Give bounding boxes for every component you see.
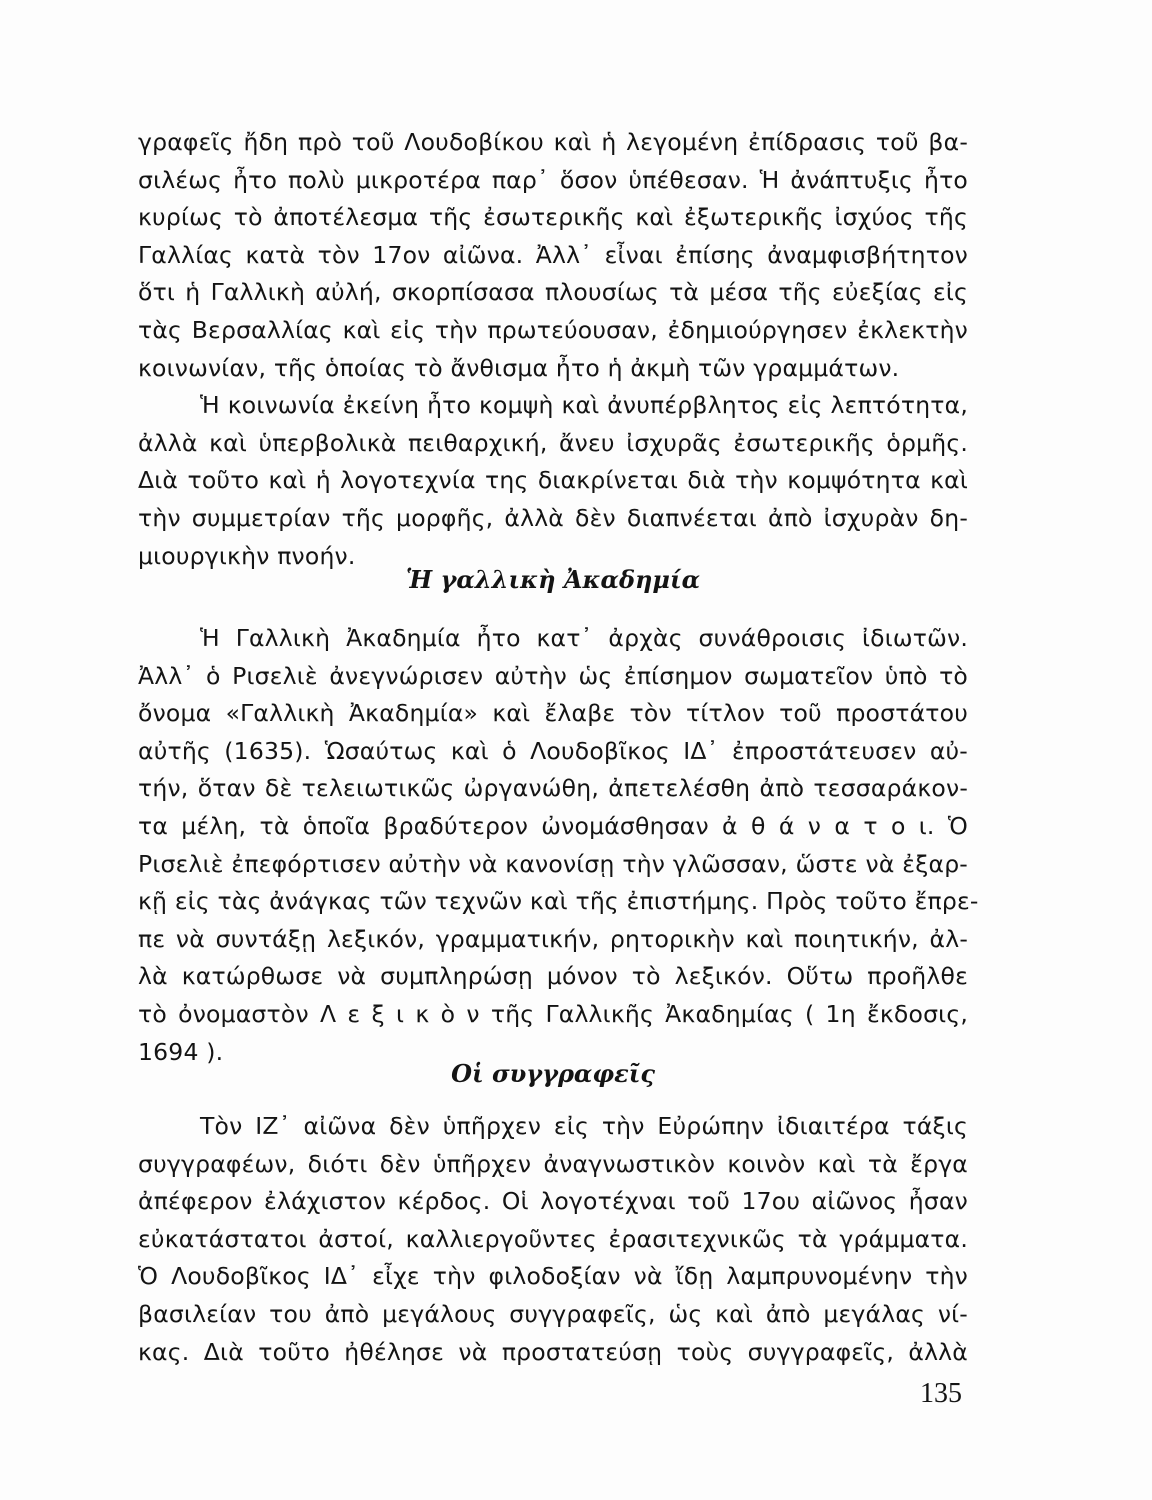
text-line: τὰς Βερσαλλίας καὶ εἰς τὴν πρωτεύουσαν, ἐδημιούργησεν ἐκλεκτὴν <box>138 315 968 344</box>
text-line: ἀπέφερον ἐλάχιστον κέρδος. Οἱ λογοτέχναι τοῦ 17ου αἰῶνος ἦσαν <box>138 1187 968 1216</box>
text-line: κυρίως τὸ ἀποτέλεσμα τῆς ἐσωτερικῆς καὶ ἐξωτερικῆς ἰσχύος τῆς <box>138 203 968 232</box>
paragraph-writers <box>138 1108 968 1371</box>
text-line: κας. Διὰ τοῦτο ἠθέλησε νὰ προστατεύσῃ τοὺς συγγραφεῖς, ἀλλὰ <box>138 1337 968 1366</box>
text-line: Διὰ τοῦτο καὶ ἡ λογοτεχνία της διακρίνεται διὰ τὴν κομψότητα καὶ <box>138 466 968 495</box>
text-line: Τὸν ΙΖ᾽ αἰῶνα δὲν ὑπῆρχεν εἰς τὴν Εὐρώπην ἰδιαιτέρα τάξις <box>200 1112 968 1140</box>
text-line: γραφεῖς ἤδη πρὸ τοῦ Λουδοβίκου καὶ ἡ λεγομένη ἐπίδρασις τοῦ βα- <box>138 128 968 156</box>
text-line: τα μέλη, τὰ ὁποῖα βραδύτερον ὠνομάσθησαν ἀ θ ά ν α τ ο ι. Ὁ <box>138 811 968 840</box>
text-line: σιλέως ἦτο πολὺ μικροτέρα παρ᾽ ὅσον ὑπέθεσαν. Ἡ ἀνάπτυξις ἦτο <box>138 165 968 194</box>
section-heading-academy: Ἡ γαλλικὴ Ἀκαδημία <box>405 565 701 594</box>
text-line: Ἀλλ᾽ ὁ Ρισελιὲ ἀνεγνώρισεν αὐτὴν ὡς ἐπίσημον σωματεῖον ὑπὸ τὸ <box>138 661 968 690</box>
text-line: Ἡ κοινωνία ἐκείνη ἦτο κομψὴ καὶ ἀνυπέρβλητος εἰς λεπτότητα, <box>200 391 968 420</box>
text-line: τὴν συμμετρίαν τῆς μορφῆς, ἀλλὰ δὲν διαπνέεται ἀπὸ ἰσχυρὰν δη- <box>138 503 968 532</box>
text-line: Γαλλίας κατὰ τὸν 17ον αἰῶνα. Ἀλλ᾽ εἶναι ἐπίσης ἀναμφισβήτητον <box>138 240 968 269</box>
text-line: ὅτι ἡ Γαλλικὴ αὐλή, σκορπίσασα πλουσίως τὰ μέσα τῆς εὐεξίας εἰς <box>138 278 968 307</box>
text-line: Ἡ Γαλλικὴ Ἀκαδημία ἦτο κατ᾽ ἀρχὰς συνάθροισις ἰδιωτῶν. <box>200 624 968 652</box>
paragraph-intro <box>138 124 968 575</box>
text-line: πε νὰ συντάξῃ λεξικόν, γραμματικήν, ρητορικὴν καὶ ποιητικήν, ἀλ- <box>138 924 968 953</box>
section-heading-writers: Οἱ συγγραφεῖς <box>451 1059 655 1088</box>
text-line: Ὁ Λουδοβῖκος ΙΔ᾽ εἶχε τὴν φιλοδοξίαν νὰ ἴδῃ λαμπρυνομένην τὴν <box>138 1262 968 1291</box>
text-line: τήν, ὅταν δὲ τελειωτικῶς ὠργανώθη, ἀπετελέσθη ἀπὸ τεσσαράκον- <box>138 774 968 803</box>
text-line: κῇ εἰς τὰς ἀνάγκας τῶν τεχνῶν καὶ τῆς ἐπιστήμης. Πρὸς τοῦτο ἔπρε- <box>138 887 979 916</box>
text-line: Ρισελιὲ ἐπεφόρτισεν αὐτὴν νὰ κανονίσῃ τὴν γλῶσσαν, ὥστε νὰ ἐξαρ- <box>138 849 968 878</box>
text-line: λὰ κατώρθωσε νὰ συμπληρώσῃ μόνον τὸ λεξικόν. Οὕτω προῆλθε <box>138 962 968 991</box>
text-line: βασιλείαν του ἀπὸ μεγάλους συγγραφεῖς, ὡς καὶ ἀπὸ μεγάλας νί- <box>138 1299 968 1328</box>
text-line: ἀλλὰ καὶ ὑπερβολικὰ πειθαρχική, ἄνευ ἰσχυρᾶς ἐσωτερικῆς ὁρμῆς. <box>138 428 968 457</box>
text-line: αὐτῆς (1635). Ὡσαύτως καὶ ὁ Λουδοβῖκος ΙΔ᾽ ἐπροστάτευσεν αὐ- <box>138 736 968 765</box>
text-line: συγγραφέων, διότι δὲν ὑπῆρχεν ἀναγνωστικὸν κοινὸν καὶ τὰ ἔργα <box>138 1149 968 1178</box>
text-line: 1694 ). <box>138 1037 224 1066</box>
text-line: ὄνομα «Γαλλικὴ Ἀκαδημία» καὶ ἔλαβε τὸν τίτλον τοῦ προστάτου <box>138 699 968 728</box>
text-line: τὸ ὀνομαστὸν Λ ε ξ ι κ ὸ ν τῆς Γαλλικῆς Ἀκαδημίας ( 1η ἔκδοσις, <box>138 999 968 1028</box>
text-line: κοινωνίαν, τῆς ὁποίας τὸ ἄνθισμα ἦτο ἡ ἀκμὴ τῶν γραμμάτων. <box>138 353 900 382</box>
text-line: εὐκατάστατοι ἀστοί, καλλιεργοῦντες ἐρασιτεχνικῶς τὰ γράμματα. <box>138 1224 968 1253</box>
paragraph-academy <box>138 620 979 1071</box>
page-number: 135 <box>920 1378 962 1409</box>
text-line: μιουργικὴν πνοήν. <box>138 541 356 570</box>
